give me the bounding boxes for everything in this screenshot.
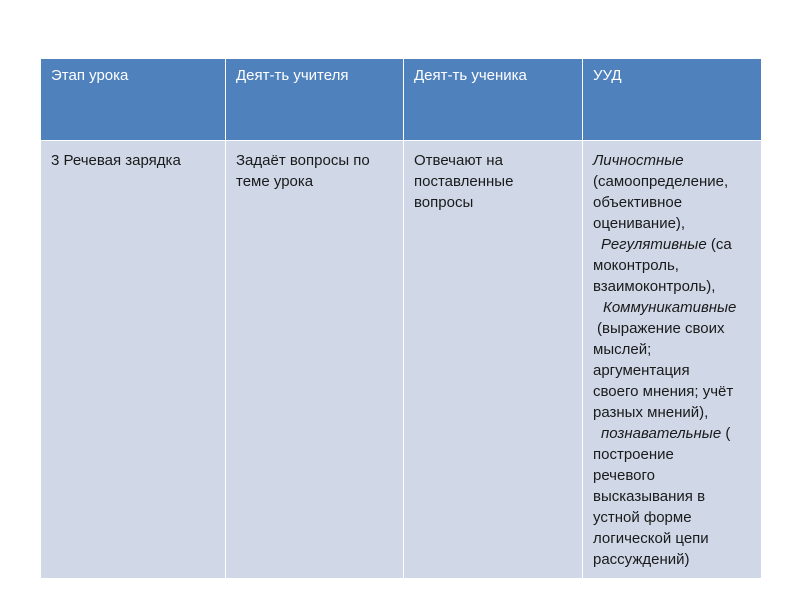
uud-personal-label: Личностные [593, 152, 684, 169]
cell-student-activity: Отвечают на поставленные вопросы [404, 141, 583, 579]
cell-uud [583, 141, 762, 579]
uud-line: построение [593, 446, 674, 463]
header-row [41, 59, 762, 141]
uud-regulative-label: Регулятивные [601, 236, 707, 253]
uud-line [593, 234, 752, 255]
uud-cognitive-text: ( [721, 425, 731, 442]
uud-regulative-text: (са [706, 236, 732, 253]
uud-cognitive-label: познавательные [601, 425, 722, 442]
lesson-table [40, 58, 762, 579]
uud-line [593, 423, 752, 444]
header-student-activity: Деят-ть ученика [404, 59, 583, 141]
uud-line: объективное [593, 194, 683, 211]
cell-teacher-activity: Задаёт вопросы по теме урока [226, 141, 404, 579]
uud-line: своего мнения; учёт [593, 383, 734, 400]
uud-line: рассуждений) [593, 551, 690, 568]
uud-line: аргументация [593, 362, 690, 379]
uud-line: мыслей; [593, 341, 652, 358]
uud-line: взаимоконтроль), [593, 278, 716, 295]
uud-line: логической цепи [593, 530, 709, 547]
uud-line: (самоопределение, [593, 173, 729, 190]
uud-line: речевого [593, 467, 655, 484]
header-teacher-activity: Деят-ть учителя [226, 59, 404, 141]
uud-line: (выражение своих [597, 320, 725, 337]
uud-line: оценивание), [593, 215, 686, 232]
uud-line: моконтроль, [593, 257, 679, 274]
uud-communicative-label: Коммуникативные [603, 299, 737, 316]
uud-line: разных мнений), [593, 404, 709, 421]
uud-line [593, 297, 752, 318]
header-stage: Этап урока [41, 59, 226, 141]
cell-stage: 3 Речевая зарядка [41, 141, 226, 579]
uud-line [593, 150, 752, 171]
table-row [41, 141, 762, 579]
uud-line: высказывания в [593, 488, 706, 505]
header-uud: УУД [583, 59, 762, 141]
uud-line: устной форме [593, 509, 692, 526]
